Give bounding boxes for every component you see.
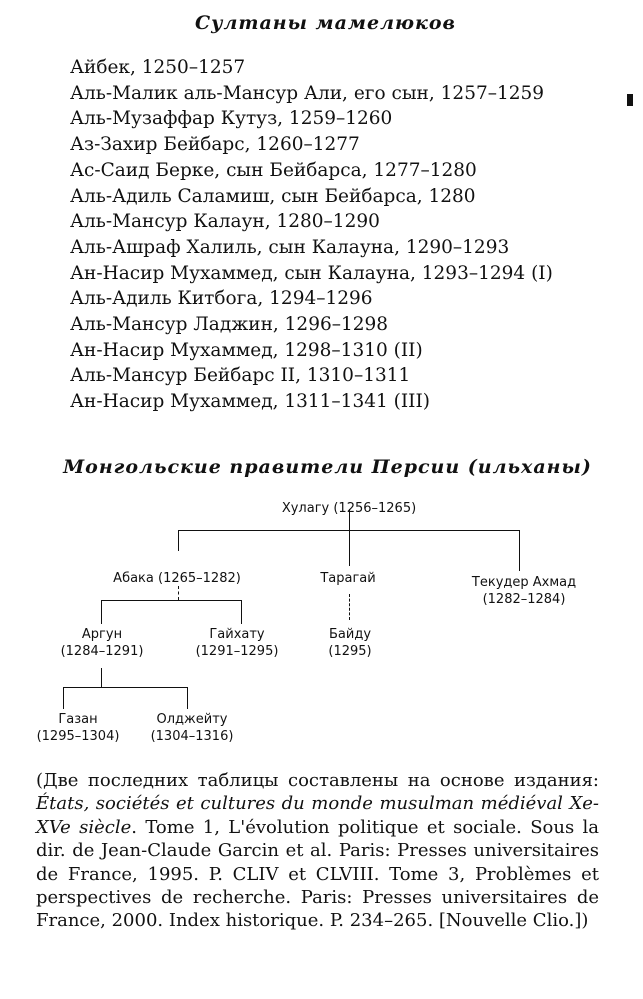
node-tekuder	[472, 574, 576, 608]
note-book-title: États, sociétés et cultures du monde musulman médiéval Xe-XVe siècle	[36, 793, 599, 838]
tree-connector	[101, 600, 242, 601]
list-item: Ан-Насир Мухаммед, сын Калауна, 1293–1294 (I)	[70, 262, 553, 284]
node-oljeitu	[151, 711, 234, 745]
tree-connector	[63, 687, 188, 688]
list-item: Аз-Захир Бейбарс, 1260–1277	[70, 134, 360, 156]
list-item: Ан-Насир Мухаммед, 1311–1341 (III)	[70, 391, 430, 413]
margin-mark	[627, 94, 633, 106]
node-years: (1284–1291)	[60, 644, 144, 659]
list-item: Ан-Насир Мухаммед, 1298–1310 (II)	[70, 339, 423, 361]
tree-connector	[349, 530, 350, 566]
node-label: Гайхату	[209, 627, 265, 642]
node-label: Олджейту	[156, 712, 228, 727]
mamluk-sultans-list	[70, 55, 553, 415]
list-item: Аль-Адиль Саламиш, сын Бейбарса, 1280	[70, 185, 476, 207]
node-label: Хулагу (1256–1265)	[281, 501, 417, 516]
node-label: Газан	[58, 712, 98, 727]
note-text: . Tome 1, L'évolution politique et sociale. Sous la dir. de Jean-Claude Garcin et al. Paris: Presses universitaires de France, 1995. P. CLIV et CLVIII. Tome 3, Problèmes et perspectives de recherche. Paris: Presses universitaires de France, 2000. Index historique. P. 234–265. [Nouvelle Clio.])	[36, 816, 600, 932]
list-item: Аль-Малик аль-Мансур Али, его сын, 1257–1259	[70, 82, 545, 104]
tree-connector	[519, 530, 520, 571]
list-item: Ас-Саид Берке, сын Бейбарса, 1277–1280	[70, 159, 477, 181]
tree-connector	[101, 600, 102, 624]
node-years: (1282–1284)	[482, 592, 566, 607]
mamluk-sultans-title: Султаны мамелюков	[194, 12, 457, 34]
tree-connector	[187, 687, 188, 709]
node-gaykhatu	[196, 626, 279, 660]
node-years: (1295)	[328, 644, 372, 659]
node-years: (1291–1295)	[195, 644, 279, 659]
node-label: Аргун	[81, 627, 123, 642]
node-label: Байду	[328, 627, 372, 642]
source-note	[36, 769, 599, 933]
tree-connector	[178, 530, 179, 551]
node-hulagu	[282, 500, 416, 517]
list-item: Аль-Ашраф Халиль, сын Калауна, 1290–1293	[70, 236, 510, 258]
tree-connector-dashed	[349, 594, 350, 620]
list-item: Аль-Адиль Китбога, 1294–1296	[70, 288, 373, 310]
list-item: Аль-Мансур Бейбарс II, 1310–1311	[70, 365, 411, 387]
node-argun	[61, 626, 144, 660]
node-years: (1304–1316)	[150, 729, 234, 744]
note-text: (Две последних таблицы составлены на основе издания:	[36, 770, 599, 791]
list-item: Аль-Мансур Ладжин, 1296–1298	[70, 314, 389, 336]
ilkhans-title: Монгольские правители Персии (ильханы)	[63, 456, 592, 478]
tree-connector	[63, 687, 64, 709]
node-abaka	[113, 570, 241, 587]
ilkhans-family-tree	[0, 490, 643, 760]
tree-connector-dashed	[178, 586, 179, 600]
list-item: Аль-Музаффар Кутуз, 1259–1260	[70, 108, 393, 130]
node-label: Абака (1265–1282)	[113, 571, 241, 586]
list-item: Аль-Мансур Калаун, 1280–1290	[70, 211, 380, 233]
node-years: (1295–1304)	[36, 729, 120, 744]
tree-connector	[241, 600, 242, 624]
node-taragai	[320, 570, 375, 587]
node-baydu	[328, 626, 371, 660]
tree-connector	[101, 668, 102, 687]
list-item: Айбек, 1250–1257	[70, 57, 246, 78]
node-gazan	[37, 711, 120, 745]
node-label: Тарагай	[320, 571, 376, 586]
node-label: Текудер Ахмад	[471, 575, 577, 590]
